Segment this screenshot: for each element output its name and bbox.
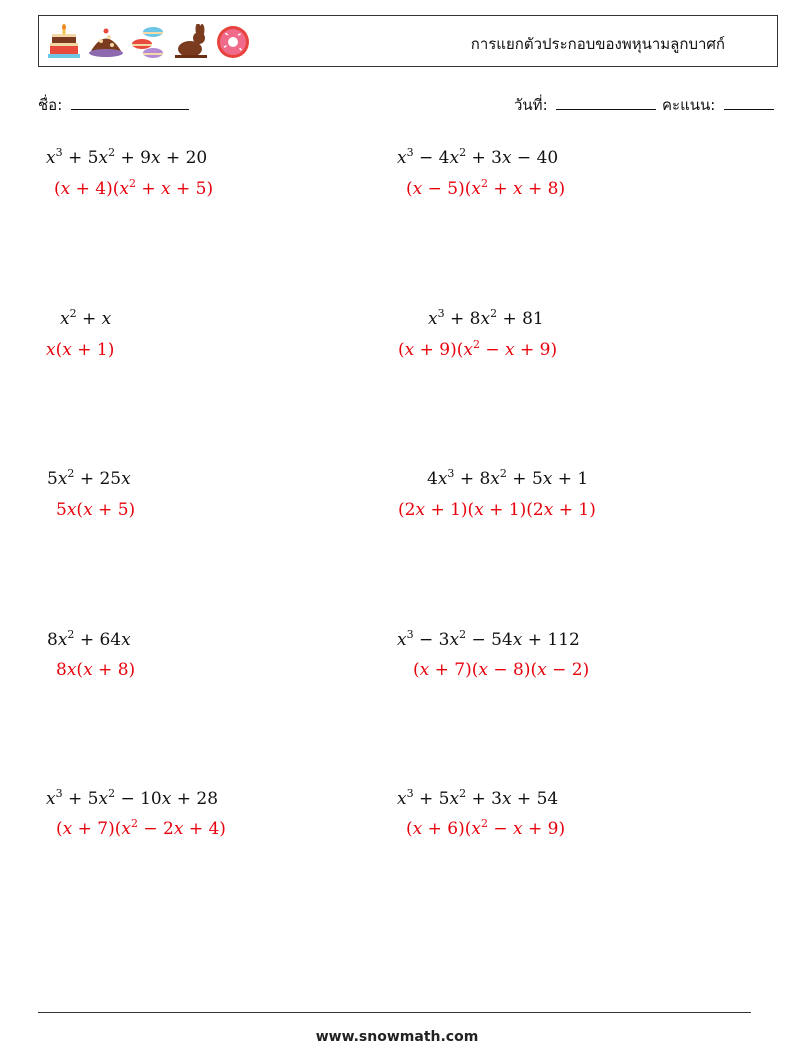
problem-5-answer: [56, 500, 135, 520]
variable: x: [101, 309, 112, 329]
variable: x: [404, 340, 415, 360]
name-blank[interactable]: [71, 95, 189, 110]
variable: x: [474, 500, 484, 520]
term-text: 4: [427, 469, 438, 489]
problem-2-answer: [406, 179, 565, 199]
term-text: +: [76, 309, 102, 329]
term-text: − 2: [137, 819, 174, 839]
term-text: 8: [47, 630, 58, 650]
term-text: (: [398, 340, 405, 360]
term-text: + 112: [522, 630, 580, 650]
problem-7-answer: [56, 660, 135, 680]
variable: x: [490, 469, 500, 489]
chocolate-cake-icon: [87, 24, 125, 60]
problem-1-answer: [54, 179, 213, 199]
footer-website: www.snowmath.com: [315, 1029, 479, 1045]
variable: x: [60, 309, 70, 329]
name-field: [38, 93, 189, 117]
term-text: (: [54, 179, 61, 199]
variable: x: [57, 469, 68, 489]
variable: x: [83, 500, 93, 520]
term-text: + 1)(2: [483, 500, 544, 520]
variable: x: [505, 340, 515, 360]
term-text: + 28: [171, 789, 219, 809]
score-field: [662, 93, 774, 117]
variable: x: [397, 789, 407, 809]
variable: x: [62, 340, 72, 360]
exponent: 2: [459, 146, 467, 159]
term-text: + 9: [115, 148, 151, 168]
variable: x: [98, 148, 109, 168]
variable: x: [437, 469, 448, 489]
term-text: + 8: [454, 469, 491, 489]
score-blank[interactable]: [724, 95, 774, 110]
term-text: (: [413, 660, 420, 680]
term-text: − 2): [546, 660, 590, 680]
variable: x: [449, 148, 460, 168]
term-text: + 8): [522, 179, 566, 199]
variable: x: [428, 309, 438, 329]
exponent: 2: [459, 628, 467, 641]
exponent: 2: [459, 787, 467, 800]
term-text: + 64: [74, 630, 122, 650]
problem-7-question: [47, 630, 131, 650]
worksheet-header: [38, 15, 778, 67]
problem-10-question: [397, 789, 558, 809]
exponent: 3: [406, 628, 414, 641]
term-text: + 9)(: [414, 340, 464, 360]
problem-9-answer: [56, 819, 226, 839]
term-text: (: [76, 500, 84, 520]
problem-6-answer: [398, 500, 596, 520]
donut-icon: [215, 24, 251, 60]
term-text: (: [55, 340, 63, 360]
variable: x: [46, 340, 56, 360]
variable: x: [480, 309, 491, 329]
term-text: 8: [56, 660, 67, 680]
term-text: (: [406, 819, 413, 839]
term-text: + 1: [552, 469, 589, 489]
exponent: 2: [480, 177, 488, 190]
variable: x: [60, 179, 71, 199]
variable: x: [542, 469, 553, 489]
variable: x: [173, 819, 184, 839]
exponent: 2: [130, 817, 138, 830]
term-text: − 10: [115, 789, 162, 809]
problem-1-question: [46, 148, 207, 168]
exponent: 2: [108, 787, 116, 800]
exponent: 3: [406, 787, 414, 800]
term-text: −: [479, 340, 506, 360]
term-text: + 81: [497, 309, 544, 329]
problem-8-question: [397, 630, 580, 650]
problem-6-question: [427, 469, 588, 489]
problem-2-question: [397, 148, 558, 168]
variable: x: [397, 148, 407, 168]
term-text: + 25: [74, 469, 122, 489]
term-text: + 5: [62, 789, 99, 809]
cake-icon: [47, 24, 81, 60]
term-text: + 8: [444, 309, 481, 329]
term-text: (: [76, 660, 84, 680]
variable: x: [46, 148, 56, 168]
header-icons: [47, 24, 251, 60]
problem-10-answer: [406, 819, 565, 839]
exponent: 3: [55, 787, 63, 800]
variable: x: [537, 660, 547, 680]
term-text: 5: [56, 500, 67, 520]
term-text: + 3: [466, 789, 502, 809]
variable: x: [419, 660, 430, 680]
term-text: 5: [47, 469, 58, 489]
variable: x: [513, 819, 523, 839]
problem-4-question: [428, 309, 544, 329]
problem-4-answer: [398, 340, 557, 360]
variable: x: [512, 630, 523, 650]
term-text: − 40: [511, 148, 559, 168]
term-text: − 4: [413, 148, 450, 168]
variable: x: [543, 500, 554, 520]
term-text: +: [135, 179, 162, 199]
exponent: 2: [472, 338, 480, 351]
macarons-icon: [131, 24, 167, 60]
score-label: คะแนน:: [662, 96, 716, 114]
variable: x: [397, 630, 407, 650]
variable: x: [66, 500, 77, 520]
exponent: 2: [69, 307, 77, 320]
variable: x: [121, 469, 131, 489]
date-field: [514, 93, 656, 117]
term-text: + 20: [160, 148, 208, 168]
term-text: + 1): [553, 500, 596, 520]
variable: x: [121, 630, 131, 650]
term-text: + 5): [92, 500, 136, 520]
term-text: − 5)(: [422, 179, 472, 199]
term-text: + 4): [183, 819, 226, 839]
variable: x: [121, 819, 131, 839]
term-text: −: [487, 819, 514, 839]
variable: x: [62, 819, 73, 839]
variable: x: [478, 660, 488, 680]
variable: x: [463, 340, 473, 360]
exponent: 2: [67, 628, 75, 641]
term-text: (: [406, 179, 413, 199]
term-text: + 1)(: [425, 500, 475, 520]
term-text: + 6)(: [422, 819, 472, 839]
name-label: ชื่อ:: [38, 96, 63, 114]
term-text: + 5: [413, 789, 450, 809]
date-blank[interactable]: [556, 95, 656, 110]
term-text: + 3: [466, 148, 502, 168]
term-text: + 7)(: [429, 660, 479, 680]
variable: x: [501, 789, 512, 809]
exponent: 2: [108, 146, 116, 159]
term-text: − 8)(: [487, 660, 538, 680]
variable: x: [471, 819, 481, 839]
problem-5-question: [47, 469, 131, 489]
variable: x: [513, 179, 523, 199]
worksheet-title: การแยกตัวประกอบของพหุนามลูกบาศก์: [470, 35, 725, 53]
exponent: 3: [55, 146, 63, 159]
term-text: + 5): [170, 179, 214, 199]
exponent: 3: [447, 467, 455, 480]
term-text: + 54: [511, 789, 559, 809]
term-text: + 8): [92, 660, 136, 680]
variable: x: [57, 630, 68, 650]
term-text: + 4)(: [70, 179, 120, 199]
problem-3-answer: [46, 340, 114, 360]
term-text: (: [56, 819, 63, 839]
variable: x: [449, 630, 460, 650]
variable: x: [471, 179, 481, 199]
variable: x: [119, 179, 129, 199]
problem-8-answer: [413, 660, 589, 680]
term-text: − 3: [413, 630, 450, 650]
variable: x: [66, 660, 77, 680]
footer-divider: [38, 1012, 751, 1013]
problem-3-question: [60, 309, 111, 329]
term-text: (2: [398, 500, 416, 520]
exponent: 2: [480, 817, 488, 830]
variable: x: [161, 179, 171, 199]
term-text: − 54: [466, 630, 513, 650]
term-text: +: [487, 179, 514, 199]
variable: x: [449, 789, 460, 809]
term-text: + 9): [522, 819, 566, 839]
term-text: + 1): [71, 340, 115, 360]
exponent: 2: [67, 467, 75, 480]
term-text: + 5: [506, 469, 543, 489]
variable: x: [150, 148, 161, 168]
chocolate-bunny-icon: [173, 24, 209, 60]
exponent: 3: [406, 146, 414, 159]
problem-9-question: [46, 789, 218, 809]
variable: x: [161, 789, 172, 809]
variable: x: [412, 819, 423, 839]
exponent: 2: [490, 307, 498, 320]
date-label: วันที่:: [514, 96, 548, 114]
variable: x: [98, 789, 109, 809]
term-text: + 5: [62, 148, 99, 168]
variable: x: [46, 789, 56, 809]
term-text: + 9): [514, 340, 558, 360]
exponent: 3: [437, 307, 445, 320]
exponent: 2: [499, 467, 507, 480]
variable: x: [412, 179, 423, 199]
variable: x: [83, 660, 93, 680]
term-text: + 7)(: [72, 819, 122, 839]
variable: x: [501, 148, 512, 168]
variable: x: [415, 500, 426, 520]
exponent: 2: [128, 177, 136, 190]
